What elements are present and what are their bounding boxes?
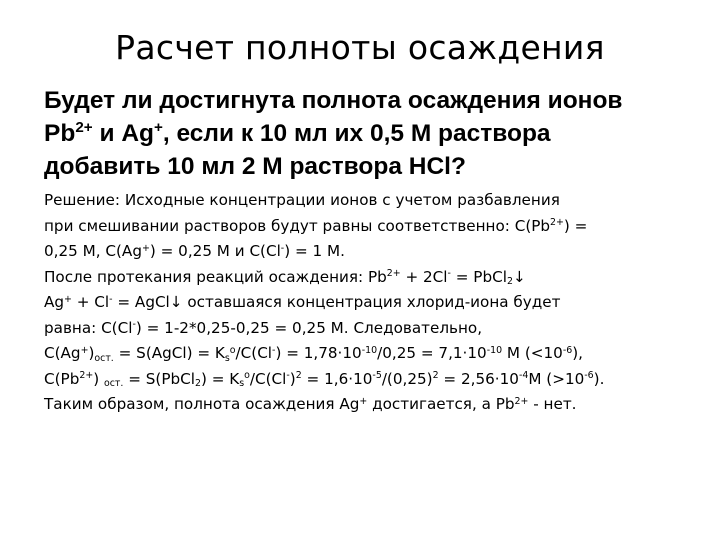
s-sup: - xyxy=(132,319,136,331)
s-text: = S(PbCl xyxy=(123,369,195,388)
s-sup: 2+ xyxy=(79,370,94,382)
problem-statement xyxy=(44,84,694,183)
s-sup: - xyxy=(109,293,113,305)
solution-line-2 xyxy=(44,214,704,240)
s-sup: 2+ xyxy=(514,395,529,407)
s-text: ↓ xyxy=(512,267,526,286)
s-text: = PbCl xyxy=(450,267,507,286)
solution-line-8 xyxy=(44,367,704,393)
s-sup: - xyxy=(280,242,285,254)
s-text: ) = xyxy=(563,216,588,235)
s-sub: ост. xyxy=(103,378,124,390)
s-text: ) = 1 М. xyxy=(284,242,345,260)
s-sup: -10 xyxy=(486,344,503,356)
s-text: ) = 0,25 М и С(Cl xyxy=(149,242,281,260)
s-text: ). xyxy=(593,369,605,388)
s-text: = 2,56·10 xyxy=(438,369,519,388)
question-line-2 xyxy=(44,117,694,150)
solution-line-3 xyxy=(44,239,704,265)
s-text: ) xyxy=(88,344,95,362)
question-line-1: Будет ли достигнута полнота осаждения ионов xyxy=(44,87,623,114)
q-sup: + xyxy=(153,118,163,136)
solution-line-5 xyxy=(44,290,704,316)
s-text: ) xyxy=(93,369,104,388)
s-text: /C(Cl xyxy=(249,369,287,388)
q-text: и Ag xyxy=(92,120,154,147)
s-text: = AgCl↓ оставшаяся концентрация хлорид-иона будет xyxy=(112,293,561,311)
s-sup: -5 xyxy=(372,370,382,382)
s-sub: 2 xyxy=(506,276,513,288)
question-line-3: добавить 10 мл 2 М раствора HCl? xyxy=(44,153,466,180)
s-text: при смешивании растворов будут равны соответственно: С(Pb xyxy=(44,216,551,235)
s-text: ) = 1,78·10 xyxy=(275,344,362,362)
solution-line-7 xyxy=(44,341,704,367)
s-sup: -10 xyxy=(361,344,378,356)
q-text: Pb xyxy=(44,120,76,147)
q-sup: 2+ xyxy=(75,118,93,136)
s-text: достигается, а Pb xyxy=(367,395,515,413)
s-sup: 2 xyxy=(295,370,302,382)
s-text: - нет. xyxy=(528,395,577,413)
s-sub: s xyxy=(224,352,230,364)
s-text: 0,25 М, С(Ag xyxy=(44,242,142,260)
solution-text xyxy=(44,188,704,418)
s-text: Таким образом, полнота осаждения Ag xyxy=(44,395,360,413)
s-text: + 2Cl xyxy=(400,267,448,286)
s-sup: - xyxy=(447,268,451,280)
s-text: равна: С(Cl xyxy=(44,318,133,337)
s-text: С(Ag xyxy=(44,344,81,362)
s-text: Ag xyxy=(44,293,65,311)
s-sup: 2+ xyxy=(550,217,564,229)
s-text: + Cl xyxy=(71,293,110,311)
s-sup: + xyxy=(80,344,89,356)
s-sub: s xyxy=(239,378,245,390)
s-sup: + xyxy=(141,242,150,254)
s-text: = 1,6·10 xyxy=(301,369,373,388)
solution-line-1: Решение: Исходные концентрации ионов с учетом разбавления xyxy=(44,191,560,209)
s-sup: - xyxy=(286,370,290,382)
s-sup: + xyxy=(359,395,368,407)
solution-line-6 xyxy=(44,316,704,342)
solution-line-9 xyxy=(44,392,704,418)
s-sup: -6 xyxy=(584,370,594,382)
s-sup: -4 xyxy=(518,370,529,382)
s-sub: 2 xyxy=(194,378,201,390)
s-text: = S(AgCl) = K xyxy=(113,344,225,362)
s-sup: + xyxy=(64,293,72,305)
s-sup: - xyxy=(272,344,276,356)
s-text: ) = K xyxy=(200,369,240,388)
s-text: ) = 1-2*0,25-0,25 = 0,25 М. Следовательно, xyxy=(135,318,483,337)
s-text: /C(Cl xyxy=(235,344,273,362)
s-text: /(0,25) xyxy=(381,369,433,388)
s-sup: 2+ xyxy=(386,268,401,280)
s-text: После протекания реакций осаждения: Pb xyxy=(44,267,387,286)
solution-line-4 xyxy=(44,265,704,291)
s-sup: o xyxy=(229,344,236,356)
s-sup: -6 xyxy=(562,344,573,356)
s-text: ), xyxy=(572,344,583,362)
s-text: ) xyxy=(289,369,296,388)
s-sup: o xyxy=(244,370,250,382)
s-text: М (>10 xyxy=(528,369,585,388)
s-text: /0,25 = 7,1·10 xyxy=(377,344,487,362)
s-text: М (<10 xyxy=(502,344,563,362)
q-text: , если к 10 мл их 0,5 М раствора xyxy=(162,120,551,147)
s-sup: 2 xyxy=(432,370,439,382)
slide-title: Расчет полноты осаждения xyxy=(115,28,605,67)
s-text: С(Pb xyxy=(44,369,80,388)
s-sub: ост. xyxy=(94,352,114,364)
